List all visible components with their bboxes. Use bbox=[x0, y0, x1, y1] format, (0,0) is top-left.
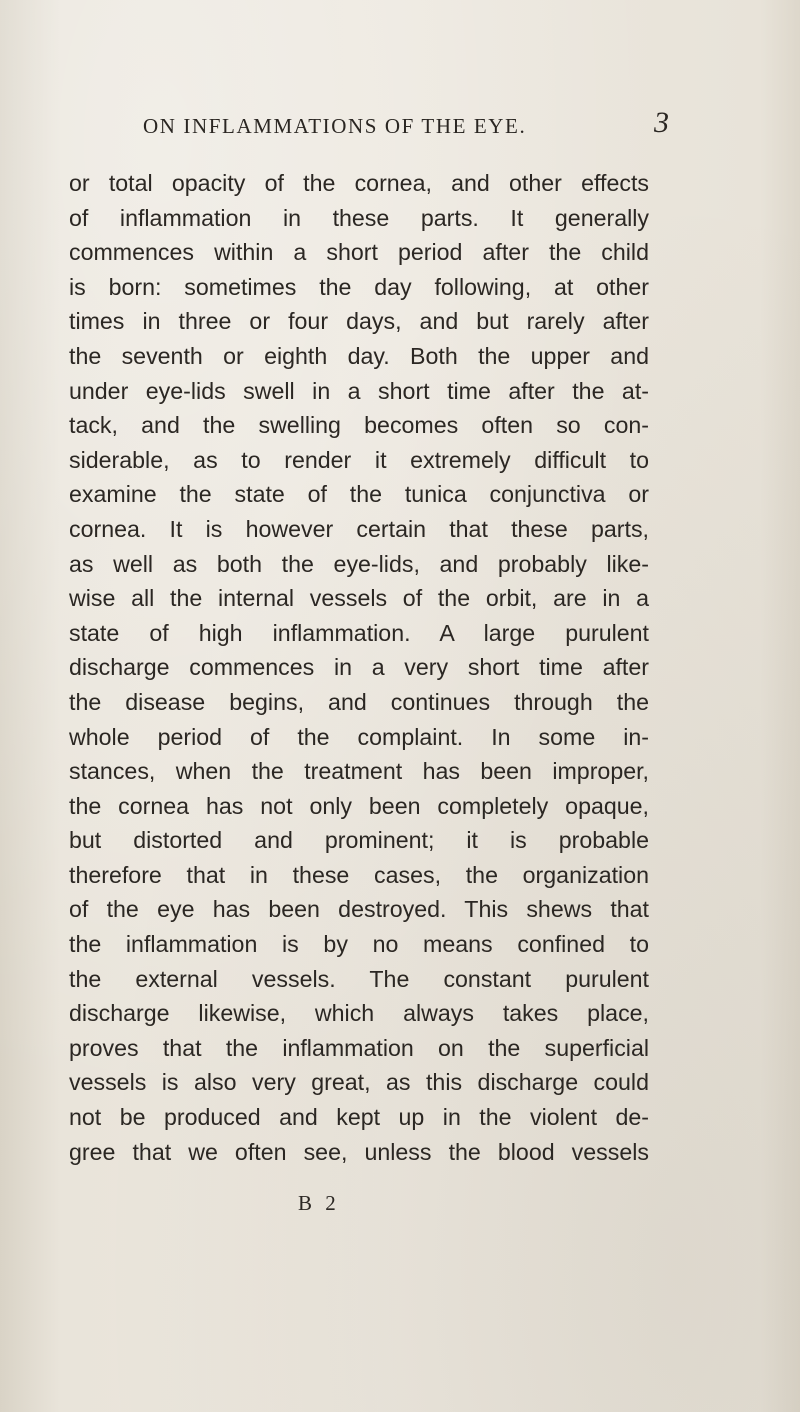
text-line: whole period of the complaint. In some in- bbox=[69, 723, 649, 750]
text-line: gree that we often see, unless the blood vessels bbox=[69, 1138, 649, 1165]
signature-mark: B 2 bbox=[298, 1191, 340, 1215]
text-line: the inflammation is by no means confined to bbox=[69, 931, 649, 958]
running-head bbox=[0, 104, 800, 144]
text-line: but distorted and prominent; it is probable bbox=[69, 827, 649, 854]
running-title: ON INFLAMMATIONS OF THE EYE. bbox=[143, 114, 527, 138]
body-text bbox=[69, 166, 669, 1169]
page-number: 3 bbox=[654, 106, 669, 139]
text-line: wise all the internal vessels of the orbit, are in a bbox=[69, 585, 649, 612]
text-line: under eye-lids swell in a short time after the at- bbox=[69, 377, 649, 404]
text-line: tack, and the swelling becomes often so con- bbox=[69, 412, 649, 439]
text-line: the disease begins, and continues through the bbox=[69, 688, 649, 715]
text-line: discharge commences in a very short time after bbox=[69, 654, 649, 681]
text-line: discharge likewise, which always takes place, bbox=[69, 1000, 649, 1027]
text-line: stances, when the treatment has been improper, bbox=[69, 758, 649, 785]
text-line: the external vessels. The constant purulent bbox=[69, 965, 649, 992]
text-line: the cornea has not only been completely opaque, bbox=[69, 792, 649, 819]
text-line: of the eye has been destroyed. This shews that bbox=[69, 896, 649, 923]
text-line: examine the state of the tunica conjunctiva or bbox=[69, 481, 649, 508]
text-line: commences within a short period after the child bbox=[69, 239, 649, 266]
text-line: of inflammation in these parts. It generally bbox=[69, 204, 649, 231]
text-line: is born: sometimes the day following, at other bbox=[69, 273, 649, 300]
text-line: state of high inflammation. A large purulent bbox=[69, 619, 649, 646]
text-line: proves that the inflammation on the superficial bbox=[69, 1034, 649, 1061]
text-line: times in three or four days, and but rarely after bbox=[69, 308, 649, 335]
text-line: or total opacity of the cornea, and other effects bbox=[69, 170, 649, 196]
text-line: the seventh or eighth day. Both the upper and bbox=[69, 342, 649, 369]
text-line: siderable, as to render it extremely difficult to bbox=[69, 446, 649, 473]
text-line: not be produced and kept up in the violent de- bbox=[69, 1104, 649, 1131]
text-line: cornea. It is however certain that these parts, bbox=[69, 515, 649, 542]
text-line: as well as both the eye-lids, and probably like- bbox=[69, 550, 649, 577]
text-line: vessels is also very great, as this discharge could bbox=[69, 1069, 649, 1096]
text-line: therefore that in these cases, the organization bbox=[69, 861, 649, 888]
